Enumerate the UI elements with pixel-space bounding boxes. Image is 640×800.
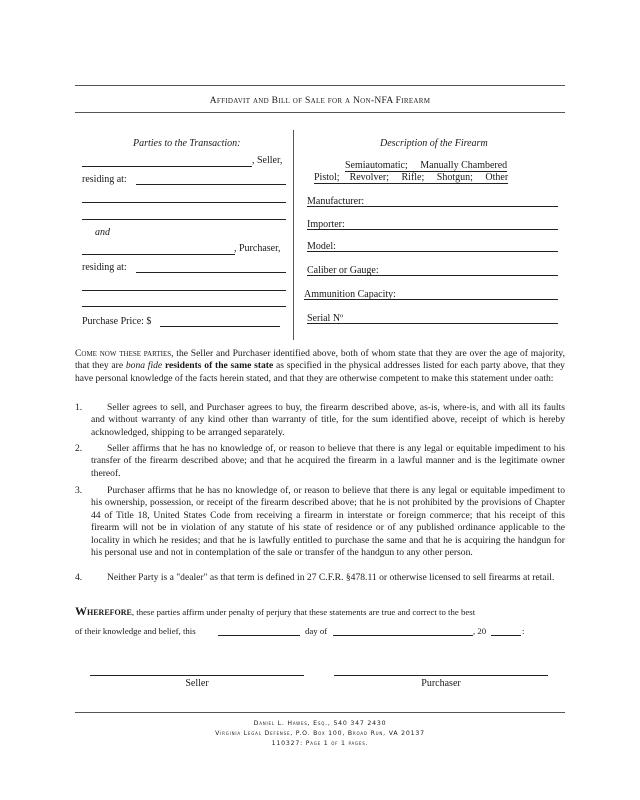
wherefore-line-2a: of their knowledge and belief, this <box>75 626 196 636</box>
wherefore-day-of: day of <box>305 626 328 636</box>
purchaser-name-line[interactable] <box>82 254 235 255</box>
intro-bold: residents of the same state <box>164 360 274 372</box>
and-label: and <box>95 227 110 238</box>
purchase-price-line[interactable] <box>160 326 280 327</box>
type-options[interactable]: Pistol; Revolver; Rifle; Shotgun; Other <box>314 172 509 183</box>
manufacturer-line[interactable] <box>307 206 558 207</box>
clause-text: Seller agrees to sell, and Purchaser agrees to buy, the firearm described above, as-is, where-is, and with all its faults and without warranty of any kind other than warranty of title, for the sum identified above, receipt of which is hereby acknowledged, shipping to be arranged separately. <box>91 402 565 438</box>
clause-number: 2. <box>75 443 83 454</box>
column-divider <box>293 130 294 340</box>
footer-line-3: 110327: Page 1 of 1 pages. <box>271 740 369 747</box>
seller-name-line[interactable] <box>82 166 252 167</box>
seller-label: , Seller, <box>252 155 283 166</box>
intro-part2: as specified in the physical addresses listed for each party above, that they have personal knowledge of the facts herein stated, and that they are otherwise competent to make this statement under oath: <box>75 360 565 384</box>
seller-address-line-1[interactable] <box>136 184 286 185</box>
clause-text: Seller affirms that he has no knowledge of, or reason to believe that there is any legal or equitable impediment to his transfer of the firearm described above; and that he acquired the firearm in a lawful manner and is the legitimate owner thereof. <box>91 443 565 479</box>
clause-number: 1. <box>75 402 83 413</box>
intro-paragraph <box>75 348 565 385</box>
top-rule <box>75 85 565 86</box>
seller-address-line-2[interactable] <box>82 202 286 203</box>
footer-line-1: Daniel L. Hawes, Esq., 540 347 2430 <box>253 720 387 727</box>
month-line[interactable] <box>333 635 473 636</box>
purchaser-signature-line[interactable] <box>334 675 548 676</box>
importer-label: Importer: <box>307 219 345 230</box>
caliber-label: Caliber or Gauge: <box>307 265 379 276</box>
firearm-heading: Description of the Firearm <box>380 138 488 149</box>
year-line[interactable] <box>491 635 521 636</box>
wherefore-year-prefix: , 20 <box>473 626 487 636</box>
purchase-price-label: Purchase Price: $ <box>82 316 152 327</box>
wherefore-line-1 <box>75 604 570 619</box>
intro-bona-fide: bona fide <box>125 360 163 372</box>
footer-rule <box>75 712 565 713</box>
clause-3 <box>75 485 565 559</box>
wherefore-lead: Wherefore <box>75 604 132 618</box>
purchaser-address-line-3[interactable] <box>82 306 286 307</box>
manufacturer-label: Manufacturer: <box>307 196 365 207</box>
ammunition-label: Ammunition Capacity: <box>304 289 396 300</box>
intro-lead: Come now these parties <box>75 348 172 359</box>
day-line[interactable] <box>218 635 300 636</box>
seller-address-line-3[interactable] <box>82 219 286 220</box>
purchaser-address-line-2[interactable] <box>82 290 286 291</box>
clause-2 <box>75 443 565 480</box>
model-label: Model: <box>307 241 336 252</box>
clause-text: Purchaser affirms that he has no knowledge of, or reason to believe that there is any legal or equitable impediment to his ownership, possession, or receipt of the firearm described above; that he is not prohibited by the provisions of Chapter 44 of Title 18, United States Code from receiving a firearm in interstate or foreign commerce; that his receipt of this firearm will not be in violation of any statute of his state of residence or of any published ordinance applicable to the locality in which he resides; and that he is lawfully entitled to purchase the same and that he is acquiring the handgun for his personal use and not in contemplation of the sale or transfer of the handgun to any other person. <box>91 485 565 559</box>
model-line[interactable] <box>307 251 558 252</box>
importer-line[interactable] <box>307 229 558 230</box>
document-title: Affidavit and Bill of Sale for a Non-NFA Firearm <box>209 96 431 106</box>
parties-heading: Parties to the Transaction: <box>133 138 241 149</box>
purchaser-address-line-1[interactable] <box>136 272 286 273</box>
seller-residing-label: residing at: <box>82 174 127 185</box>
caliber-line[interactable] <box>307 275 558 276</box>
wherefore-colon: : <box>522 626 525 636</box>
action-options[interactable]: Semiautomatic; Manually Chambered <box>345 160 508 171</box>
clause-number: 3. <box>75 485 83 496</box>
purchaser-label: , Purchaser, <box>234 243 281 254</box>
ammunition-line[interactable] <box>304 299 558 300</box>
seller-signature-label: Seller <box>185 678 209 689</box>
title-rule <box>75 112 565 113</box>
clause-4 <box>75 572 565 584</box>
footer-line-2: Virginia Legal Defense, P.O. Box 100, Broad Run, VA 20137 <box>215 730 425 737</box>
clause-text: Neither Party is a "dealer" as that term is defined in 27 C.F.R. §478.11 or otherwise licensed to sell firearms at retail. <box>107 572 555 583</box>
serial-label: Serial Nº <box>307 313 344 324</box>
seller-signature-line[interactable] <box>90 675 304 676</box>
purchaser-residing-label: residing at: <box>82 262 127 273</box>
wherefore-rest: , these parties affirm under penalty of perjury that these statements are true and correct to the best <box>131 607 476 617</box>
intro-part1: , the Seller and Purchaser identified above, both of whom state that they are over the age of majority, that they are <box>75 348 565 372</box>
clause-1 <box>75 402 565 439</box>
clause-number: 4. <box>75 572 83 583</box>
purchaser-signature-label: Purchaser <box>421 678 461 689</box>
serial-line[interactable] <box>307 323 558 324</box>
